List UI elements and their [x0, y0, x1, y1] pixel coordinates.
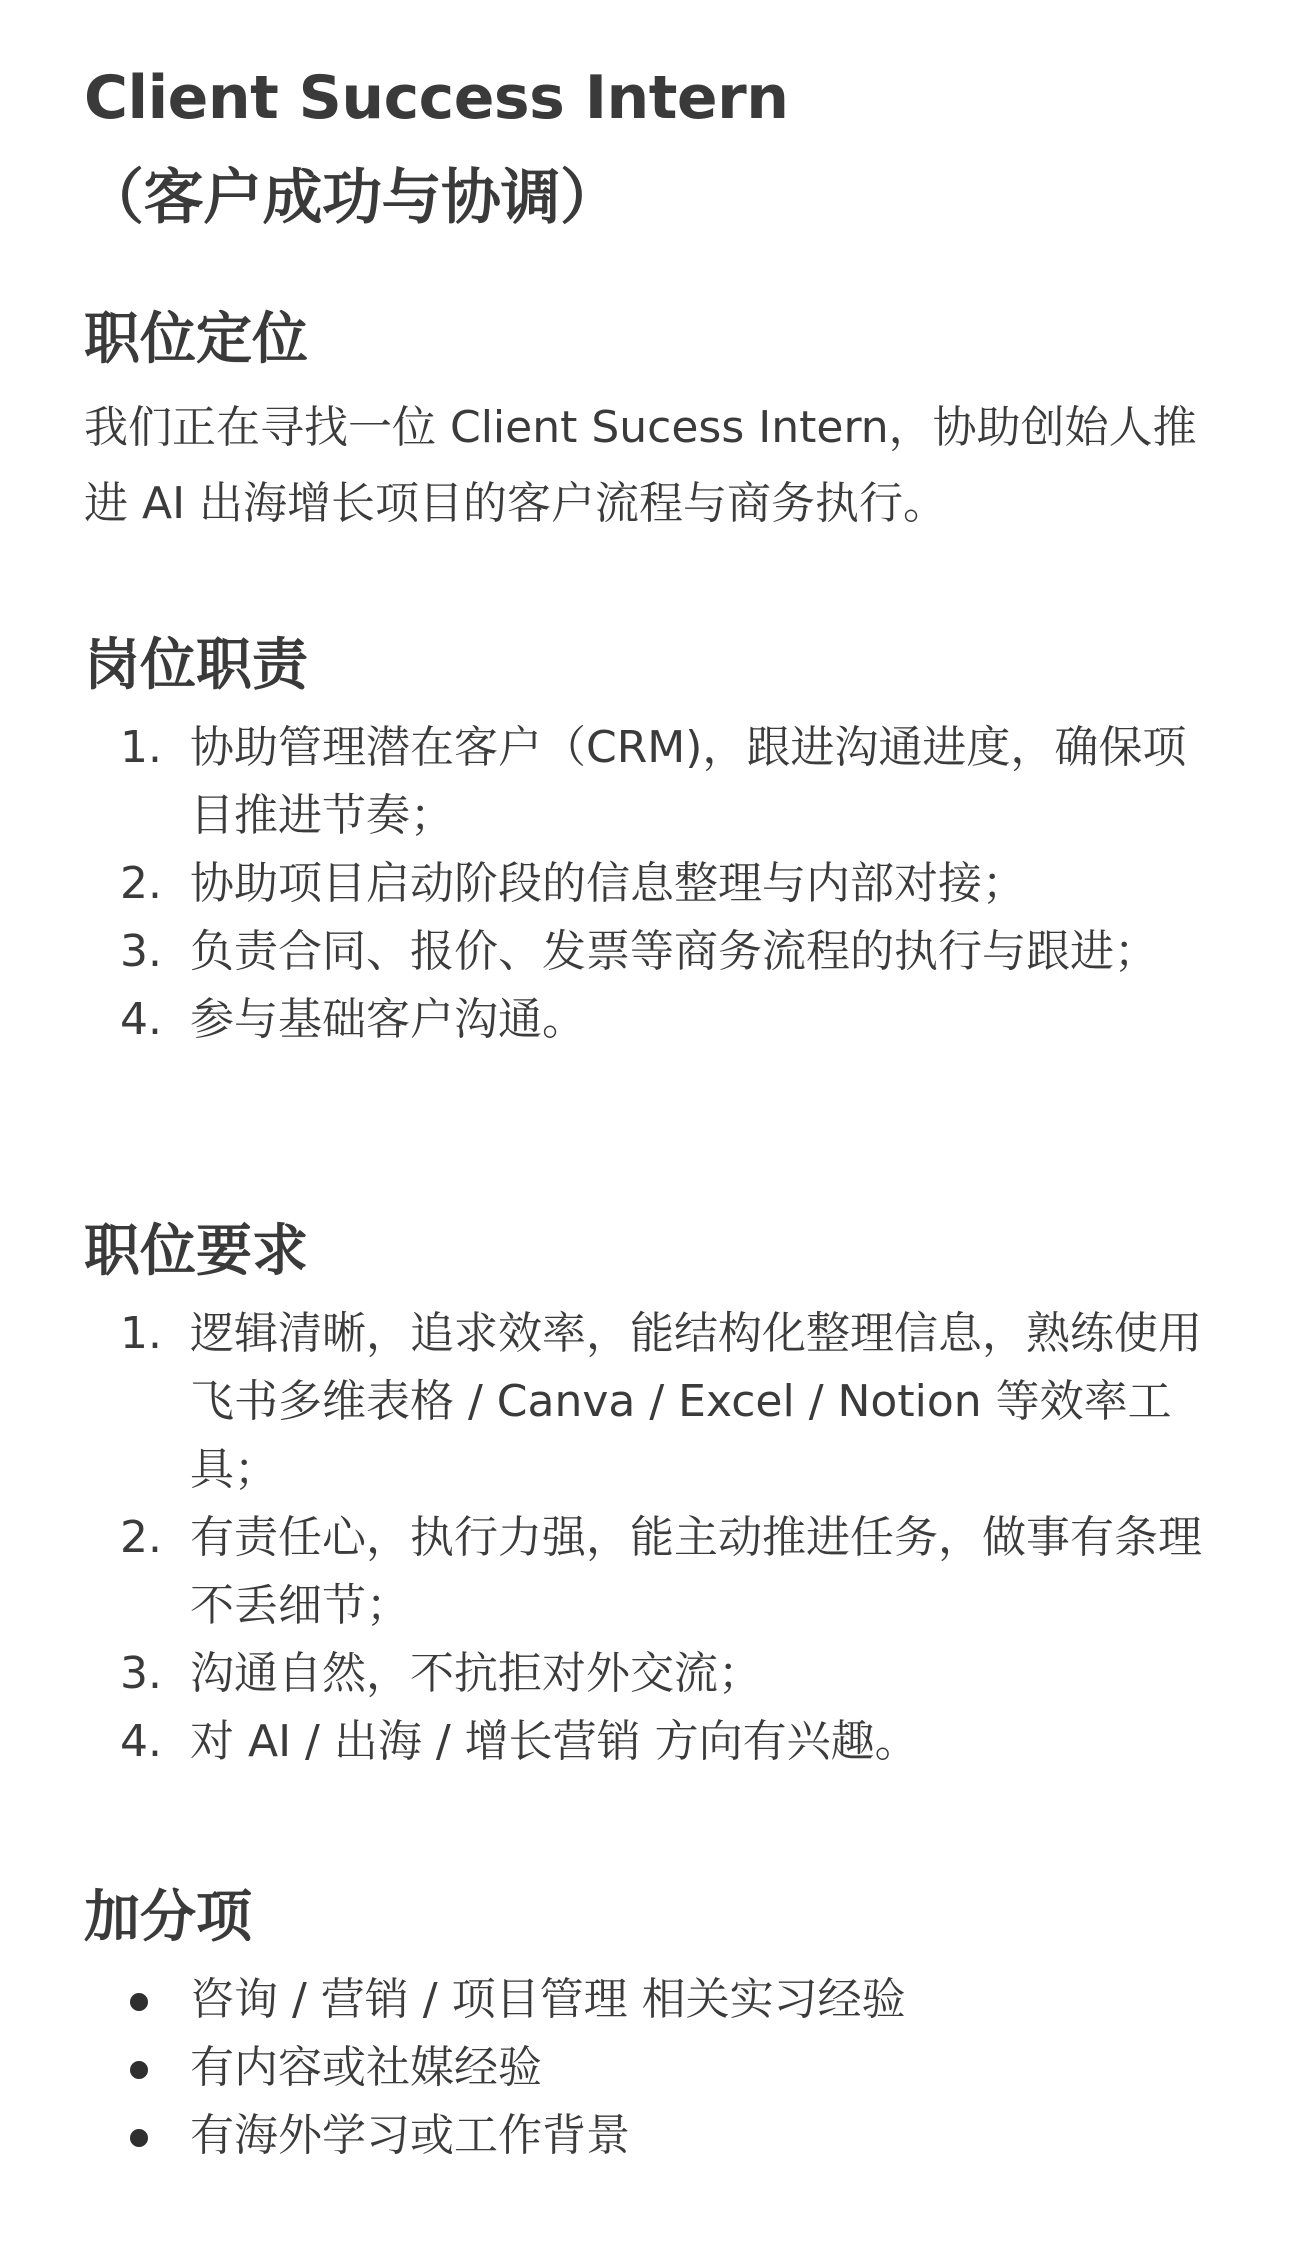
section-bonus	[84, 1878, 1206, 2170]
section-heading-responsibilities: 岗位职责	[84, 633, 308, 698]
list-item-text: 有海外学习或工作背景	[190, 2110, 630, 2161]
list-number: 4.	[120, 994, 162, 1045]
list-item-text: 逻辑清晰，追求效率，能结构化整理信息，熟练使用飞书多维表格 / Canva / Excel / Notion 等效率工具；	[190, 1308, 1202, 1495]
list-number: 3.	[120, 1648, 162, 1699]
list-item	[84, 1708, 1206, 1776]
list-item	[84, 850, 1206, 918]
section-requirements	[84, 1212, 1206, 1776]
section-positioning	[84, 300, 1206, 542]
bullet-dot-icon	[130, 1993, 148, 2011]
list-item	[84, 714, 1206, 850]
list-number: 1.	[120, 722, 162, 773]
positioning-text: 我们正在寻找一位 Client Sucess Intern，协助创始人推进 AI 出海增长项目的客户流程与商务执行。	[84, 402, 1197, 529]
page-title	[84, 48, 1206, 248]
list-item	[84, 918, 1206, 986]
list-item	[84, 1300, 1206, 1504]
list-item	[84, 2034, 1206, 2102]
list-number: 4.	[120, 1716, 162, 1767]
list-item-text: 协助项目启动阶段的信息整理与内部对接；	[190, 858, 1026, 909]
section-heading-positioning: 职位定位	[84, 307, 308, 372]
list-item-text: 协助管理潜在客户（CRM)，跟进沟通进度，确保项目推进节奏；	[190, 722, 1187, 841]
section-heading-requirements: 职位要求	[84, 1219, 308, 1284]
list-item-text: 参与基础客户沟通。	[190, 994, 586, 1045]
section-responsibilities	[84, 626, 1206, 1054]
list-item	[84, 1504, 1206, 1640]
page-title-line-2: （客户成功与协调）	[84, 163, 620, 233]
list-number: 2.	[120, 1512, 162, 1563]
list-item	[84, 986, 1206, 1054]
requirements-list	[84, 1300, 1206, 1776]
list-item	[84, 1640, 1206, 1708]
list-number: 3.	[120, 926, 162, 977]
list-item-text: 负责合同、报价、发票等商务流程的执行与跟进；	[190, 926, 1158, 977]
list-item-text: 咨询 / 营销 / 项目管理 相关实习经验	[190, 1974, 906, 2025]
bonus-list	[84, 1966, 1206, 2170]
page-title-line-1: Client Success Intern	[84, 63, 789, 133]
bullet-dot-icon	[130, 2129, 148, 2147]
list-item-text: 有内容或社媒经验	[190, 2042, 542, 2093]
list-item	[84, 1966, 1206, 2034]
list-number: 2.	[120, 858, 162, 909]
responsibilities-list	[84, 714, 1206, 1054]
list-item-text: 有责任心，执行力强，能主动推进任务，做事有条理不丢细节；	[190, 1512, 1202, 1631]
bullet-dot-icon	[130, 2061, 148, 2079]
list-item-text: 对 AI / 出海 / 增长营销 方向有兴趣。	[190, 1716, 919, 1767]
list-number: 1.	[120, 1308, 162, 1359]
list-item-text: 沟通自然，不抗拒对外交流；	[190, 1648, 762, 1699]
list-item	[84, 2102, 1206, 2170]
section-heading-bonus: 加分项	[84, 1885, 252, 1950]
